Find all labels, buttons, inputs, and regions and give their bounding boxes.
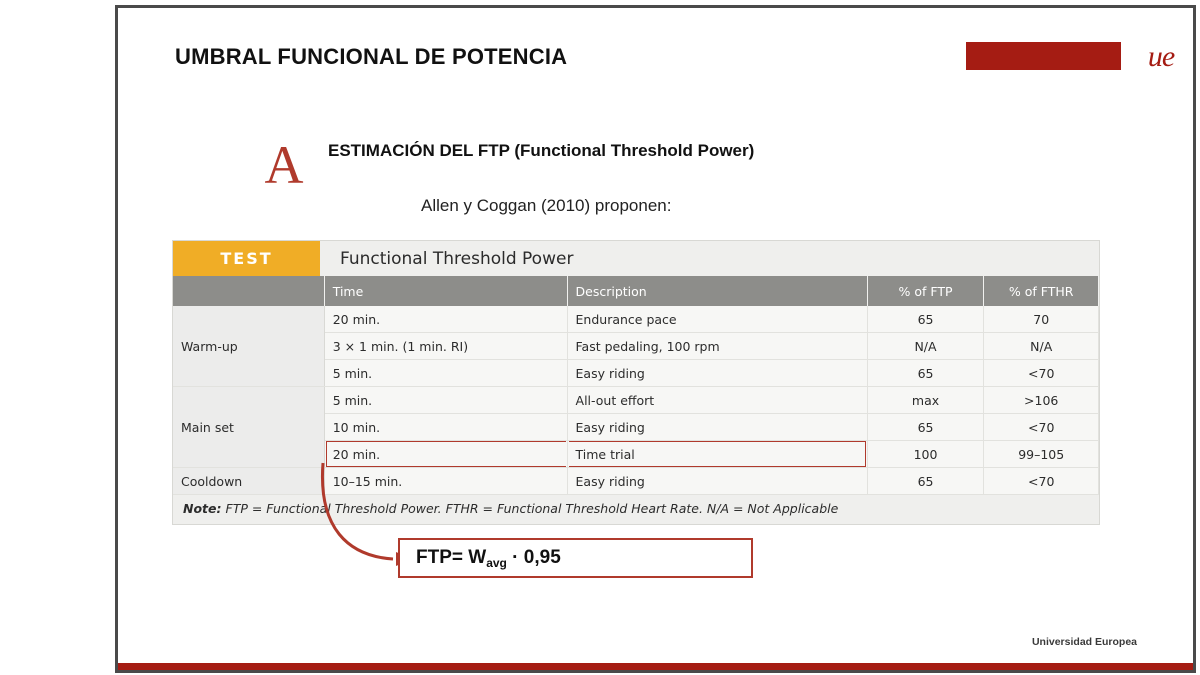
cell-description: Easy riding <box>567 360 867 387</box>
cell-pct-ftp: 65 <box>867 414 984 441</box>
formula-subscript: avg <box>486 556 507 570</box>
formula-prefix: FTP= W <box>416 547 487 568</box>
cell-pct-ftp: N/A <box>867 333 984 360</box>
column-header-pct-fthr: % of FTHR <box>984 276 1099 306</box>
logo-text: ue <box>1147 40 1175 73</box>
cell-time: 5 min. <box>324 360 567 387</box>
cell-pct-fthr: 70 <box>984 306 1099 333</box>
cell-phase: Warm-up <box>173 306 324 387</box>
column-header-pct-ftp: % of FTP <box>867 276 984 306</box>
table-caption: Functional Threshold Power <box>340 248 574 269</box>
formula-box <box>398 538 753 578</box>
cell-phase: Main set <box>173 387 324 468</box>
slide-canvas <box>118 8 1193 670</box>
cell-time: 3 × 1 min. (1 min. RI) <box>324 333 567 360</box>
table-row <box>173 306 1099 333</box>
cell-pct-fthr: N/A <box>984 333 1099 360</box>
page-title: UMBRAL FUNCIONAL DE POTENCIA <box>175 44 568 69</box>
universidad-europea-logo <box>1136 38 1186 76</box>
section-letter-badge: A <box>264 135 304 195</box>
cell-time: 10 min. <box>324 414 567 441</box>
cell-time: 10–15 min. <box>324 468 567 495</box>
cell-time: 20 min. <box>324 306 567 333</box>
table-row <box>173 387 1099 414</box>
cell-pct-fthr: <70 <box>984 468 1099 495</box>
table-note-label: Note: <box>183 501 222 516</box>
test-badge: TEST <box>173 241 320 276</box>
cell-time <box>324 441 567 468</box>
cell-pct-ftp: 65 <box>867 468 984 495</box>
formula-suffix: · 0,95 <box>506 547 561 568</box>
ftp-table <box>173 276 1099 495</box>
table-row <box>173 468 1099 495</box>
section-subheading: Allen y Coggan (2010) proponen: <box>421 196 672 215</box>
footer-brand: Universidad Europea <box>1031 636 1137 648</box>
cell-pct-fthr: <70 <box>984 414 1099 441</box>
table-caption-row <box>173 241 1099 276</box>
cell-pct-fthr: <70 <box>984 360 1099 387</box>
ftp-protocol-table-block <box>172 240 1100 525</box>
cell-description: Endurance pace <box>567 306 867 333</box>
table-header-row <box>173 276 1099 306</box>
cell-description: Fast pedaling, 100 rpm <box>567 333 867 360</box>
column-header-description: Description <box>567 276 867 306</box>
cell-description: All-out effort <box>567 387 867 414</box>
cell-description: Easy riding <box>567 414 867 441</box>
cell-pct-ftp: 100 <box>867 441 984 468</box>
cell-pct-ftp: 65 <box>867 360 984 387</box>
cell-pct-fthr: >106 <box>984 387 1099 414</box>
column-header-time: Time <box>324 276 567 306</box>
cell-time-text: 20 min. <box>332 446 381 462</box>
cell-phase: Cooldown <box>173 468 324 495</box>
section-heading: ESTIMACIÓN DEL FTP (Functional Threshold Power) <box>328 141 755 160</box>
table-note <box>173 495 1099 524</box>
cell-description <box>567 441 867 468</box>
cell-pct-ftp: 65 <box>867 306 984 333</box>
bottom-accent-bar <box>118 663 1196 670</box>
cell-time: 5 min. <box>324 387 567 414</box>
cell-description: Easy riding <box>567 468 867 495</box>
cell-pct-ftp: max <box>867 387 984 414</box>
column-header-phase <box>173 276 324 306</box>
table-note-text: FTP = Functional Threshold Power. FTHR = Functional Threshold Heart Rate. N/A = Not Applicable <box>225 501 839 516</box>
slide-frame <box>115 5 1196 673</box>
brand-bar <box>966 42 1121 70</box>
cell-pct-fthr: 99–105 <box>984 441 1099 468</box>
formula-text <box>416 547 561 569</box>
cell-description-text: Time trial <box>575 446 635 462</box>
